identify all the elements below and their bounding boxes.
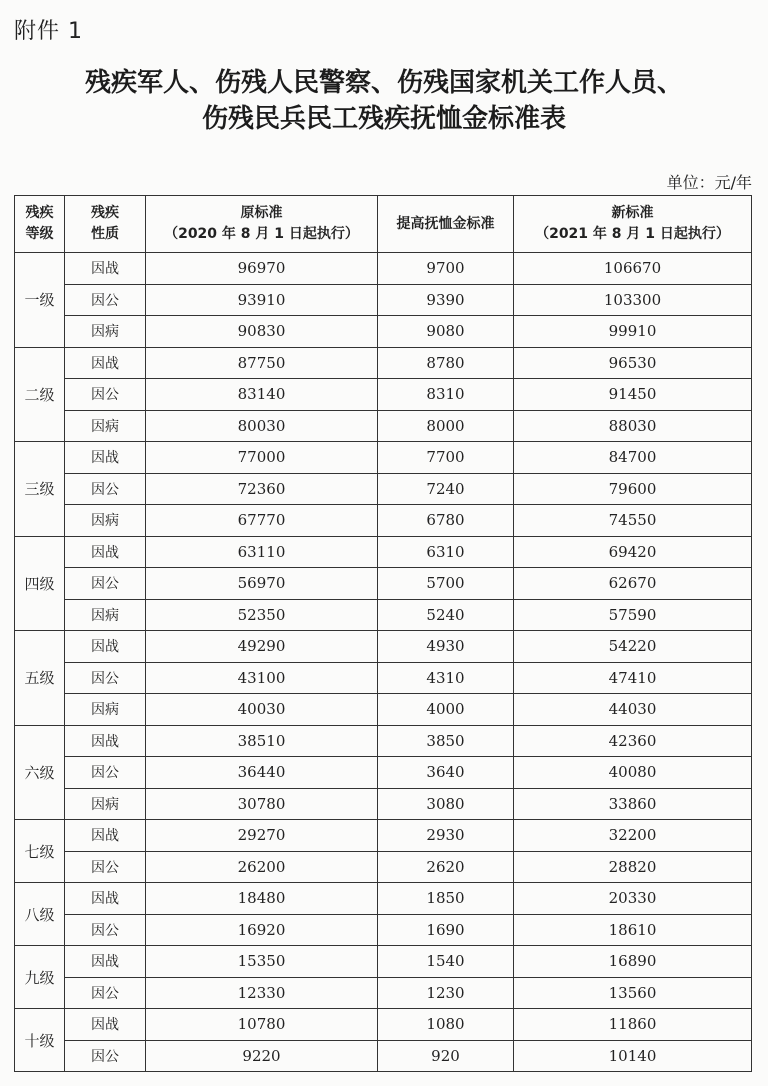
original-standard-cell: 77000: [146, 442, 378, 474]
increase-amount-cell: 920: [378, 1040, 514, 1072]
original-standard-cell: 18480: [146, 883, 378, 915]
header-text: （2020 年 8 月 1 日起执行）: [164, 226, 359, 242]
disability-level-cell: 三级: [15, 442, 65, 537]
increase-amount-cell: 9700: [378, 253, 514, 285]
new-standard-cell: 33860: [514, 788, 752, 820]
increase-amount-cell: 1080: [378, 1009, 514, 1041]
table-row: [15, 568, 752, 600]
original-standard-cell: 87750: [146, 347, 378, 379]
original-standard-cell: 90830: [146, 316, 378, 348]
table-row: [15, 536, 752, 568]
new-standard-cell: 88030: [514, 410, 752, 442]
table-row: [15, 977, 752, 1009]
original-standard-cell: 12330: [146, 977, 378, 1009]
disability-nature-cell: 因战: [65, 1009, 146, 1041]
disability-nature-cell: 因公: [65, 977, 146, 1009]
increase-amount-cell: 7700: [378, 442, 514, 474]
header-new-standard: [514, 196, 752, 253]
table-row: [15, 631, 752, 663]
new-standard-cell: 99910: [514, 316, 752, 348]
original-standard-cell: 10780: [146, 1009, 378, 1041]
disability-nature-cell: 因病: [65, 316, 146, 348]
table-row: [15, 946, 752, 978]
increase-amount-cell: 5240: [378, 599, 514, 631]
original-standard-cell: 40030: [146, 694, 378, 726]
disability-nature-cell: 因公: [65, 851, 146, 883]
disability-nature-cell: 因战: [65, 820, 146, 852]
new-standard-cell: 44030: [514, 694, 752, 726]
header-text: 残疾: [25, 205, 54, 221]
new-standard-cell: 11860: [514, 1009, 752, 1041]
increase-amount-cell: 4930: [378, 631, 514, 663]
original-standard-cell: 93910: [146, 284, 378, 316]
increase-amount-cell: 7240: [378, 473, 514, 505]
new-standard-cell: 106670: [514, 253, 752, 285]
increase-amount-cell: 9390: [378, 284, 514, 316]
increase-amount-cell: 3080: [378, 788, 514, 820]
table-row: [15, 316, 752, 348]
disability-nature-cell: 因病: [65, 694, 146, 726]
disability-nature-cell: 因战: [65, 946, 146, 978]
unit-label: 单位：元/年: [666, 173, 752, 192]
table-row: [15, 1009, 752, 1041]
original-standard-cell: 63110: [146, 536, 378, 568]
disability-nature-cell: 因公: [65, 473, 146, 505]
disability-nature-cell: 因战: [65, 883, 146, 915]
new-standard-cell: 96530: [514, 347, 752, 379]
table-row: [15, 694, 752, 726]
original-standard-cell: 9220: [146, 1040, 378, 1072]
increase-amount-cell: 8780: [378, 347, 514, 379]
increase-amount-cell: 8310: [378, 379, 514, 411]
increase-amount-cell: 2930: [378, 820, 514, 852]
table-row: [15, 505, 752, 537]
new-standard-cell: 79600: [514, 473, 752, 505]
new-standard-cell: 32200: [514, 820, 752, 852]
disability-nature-cell: 因战: [65, 442, 146, 474]
document-title-line-2: 伤残民兵民工残疾抚恤金标准表: [201, 104, 566, 134]
new-standard-cell: 91450: [514, 379, 752, 411]
table-row: [15, 788, 752, 820]
table-row: [15, 284, 752, 316]
new-standard-cell: 84700: [514, 442, 752, 474]
new-standard-cell: 57590: [514, 599, 752, 631]
increase-amount-cell: 4000: [378, 694, 514, 726]
disability-nature-cell: 因病: [65, 410, 146, 442]
original-standard-cell: 52350: [146, 599, 378, 631]
original-standard-cell: 43100: [146, 662, 378, 694]
disability-level-cell: 六级: [15, 725, 65, 820]
original-standard-cell: 30780: [146, 788, 378, 820]
increase-amount-cell: 6310: [378, 536, 514, 568]
original-standard-cell: 16920: [146, 914, 378, 946]
original-standard-cell: 56970: [146, 568, 378, 600]
table-row: [15, 883, 752, 915]
new-standard-cell: 40080: [514, 757, 752, 789]
table-row: [15, 662, 752, 694]
new-standard-cell: 20330: [514, 883, 752, 915]
disability-nature-cell: 因公: [65, 1040, 146, 1072]
new-standard-cell: 62670: [514, 568, 752, 600]
original-standard-cell: 26200: [146, 851, 378, 883]
disability-nature-cell: 因战: [65, 347, 146, 379]
original-standard-cell: 15350: [146, 946, 378, 978]
header-text: 性质: [91, 226, 119, 242]
header-text: 原标准: [240, 205, 283, 221]
table-body: [15, 253, 752, 1072]
table-row: [15, 757, 752, 789]
pension-standard-table: [14, 195, 752, 1072]
new-standard-cell: 42360: [514, 725, 752, 757]
attachment-label: 附件 1: [14, 19, 83, 44]
table-row: [15, 379, 752, 411]
header-text: 等级: [25, 226, 54, 242]
disability-level-cell: 五级: [15, 631, 65, 726]
disability-nature-cell: 因战: [65, 536, 146, 568]
table-row: [15, 725, 752, 757]
table-row: [15, 820, 752, 852]
new-standard-cell: 69420: [514, 536, 752, 568]
disability-level-cell: 九级: [15, 946, 65, 1009]
increase-amount-cell: 3640: [378, 757, 514, 789]
disability-nature-cell: 因公: [65, 757, 146, 789]
disability-nature-cell: 因公: [65, 568, 146, 600]
increase-amount-cell: 9080: [378, 316, 514, 348]
disability-nature-cell: 因战: [65, 631, 146, 663]
header-disability-nature: [65, 196, 146, 253]
disability-nature-cell: 因公: [65, 662, 146, 694]
table-row: [15, 410, 752, 442]
original-standard-cell: 67770: [146, 505, 378, 537]
header-text: 残疾: [91, 205, 119, 221]
new-standard-cell: 10140: [514, 1040, 752, 1072]
disability-nature-cell: 因病: [65, 599, 146, 631]
increase-amount-cell: 1230: [378, 977, 514, 1009]
new-standard-cell: 103300: [514, 284, 752, 316]
original-standard-cell: 83140: [146, 379, 378, 411]
table-row: [15, 599, 752, 631]
increase-amount-cell: 3850: [378, 725, 514, 757]
disability-level-cell: 十级: [15, 1009, 65, 1072]
increase-amount-cell: 5700: [378, 568, 514, 600]
disability-nature-cell: 因战: [65, 253, 146, 285]
increase-amount-cell: 8000: [378, 410, 514, 442]
table-row: [15, 347, 752, 379]
header-disability-level: [15, 196, 65, 253]
new-standard-cell: 18610: [514, 914, 752, 946]
disability-nature-cell: 因公: [65, 914, 146, 946]
disability-nature-cell: 因公: [65, 379, 146, 411]
disability-nature-cell: 因病: [65, 505, 146, 537]
original-standard-cell: 72360: [146, 473, 378, 505]
disability-level-cell: 一级: [15, 253, 65, 348]
table-row: [15, 253, 752, 285]
header-increase-standard: [378, 196, 514, 253]
original-standard-cell: 49290: [146, 631, 378, 663]
original-standard-cell: 29270: [146, 820, 378, 852]
table-row: [15, 1040, 752, 1072]
disability-level-cell: 四级: [15, 536, 65, 631]
new-standard-cell: 13560: [514, 977, 752, 1009]
increase-amount-cell: 2620: [378, 851, 514, 883]
increase-amount-cell: 4310: [378, 662, 514, 694]
table-row: [15, 851, 752, 883]
header-text: 提高抚恤金标准: [396, 215, 495, 232]
disability-nature-cell: 因病: [65, 788, 146, 820]
new-standard-cell: 74550: [514, 505, 752, 537]
original-standard-cell: 80030: [146, 410, 378, 442]
original-standard-cell: 38510: [146, 725, 378, 757]
header-original-standard: [146, 196, 378, 253]
disability-nature-cell: 因战: [65, 725, 146, 757]
table-row: [15, 914, 752, 946]
table-header-row: [15, 196, 752, 253]
document-title-line-1: 残疾军人、伤残人民警察、伤残国家机关工作人员、: [84, 68, 683, 98]
original-standard-cell: 36440: [146, 757, 378, 789]
original-standard-cell: 96970: [146, 253, 378, 285]
table-row: [15, 473, 752, 505]
new-standard-cell: 47410: [514, 662, 752, 694]
disability-nature-cell: 因公: [65, 284, 146, 316]
header-text: 新标准: [611, 205, 654, 221]
increase-amount-cell: 6780: [378, 505, 514, 537]
new-standard-cell: 54220: [514, 631, 752, 663]
header-text: （2021 年 8 月 1 日起执行）: [535, 226, 730, 242]
disability-level-cell: 二级: [15, 347, 65, 442]
disability-level-cell: 七级: [15, 820, 65, 883]
disability-level-cell: 八级: [15, 883, 65, 946]
new-standard-cell: 16890: [514, 946, 752, 978]
table-row: [15, 442, 752, 474]
increase-amount-cell: 1850: [378, 883, 514, 915]
increase-amount-cell: 1540: [378, 946, 514, 978]
new-standard-cell: 28820: [514, 851, 752, 883]
increase-amount-cell: 1690: [378, 914, 514, 946]
